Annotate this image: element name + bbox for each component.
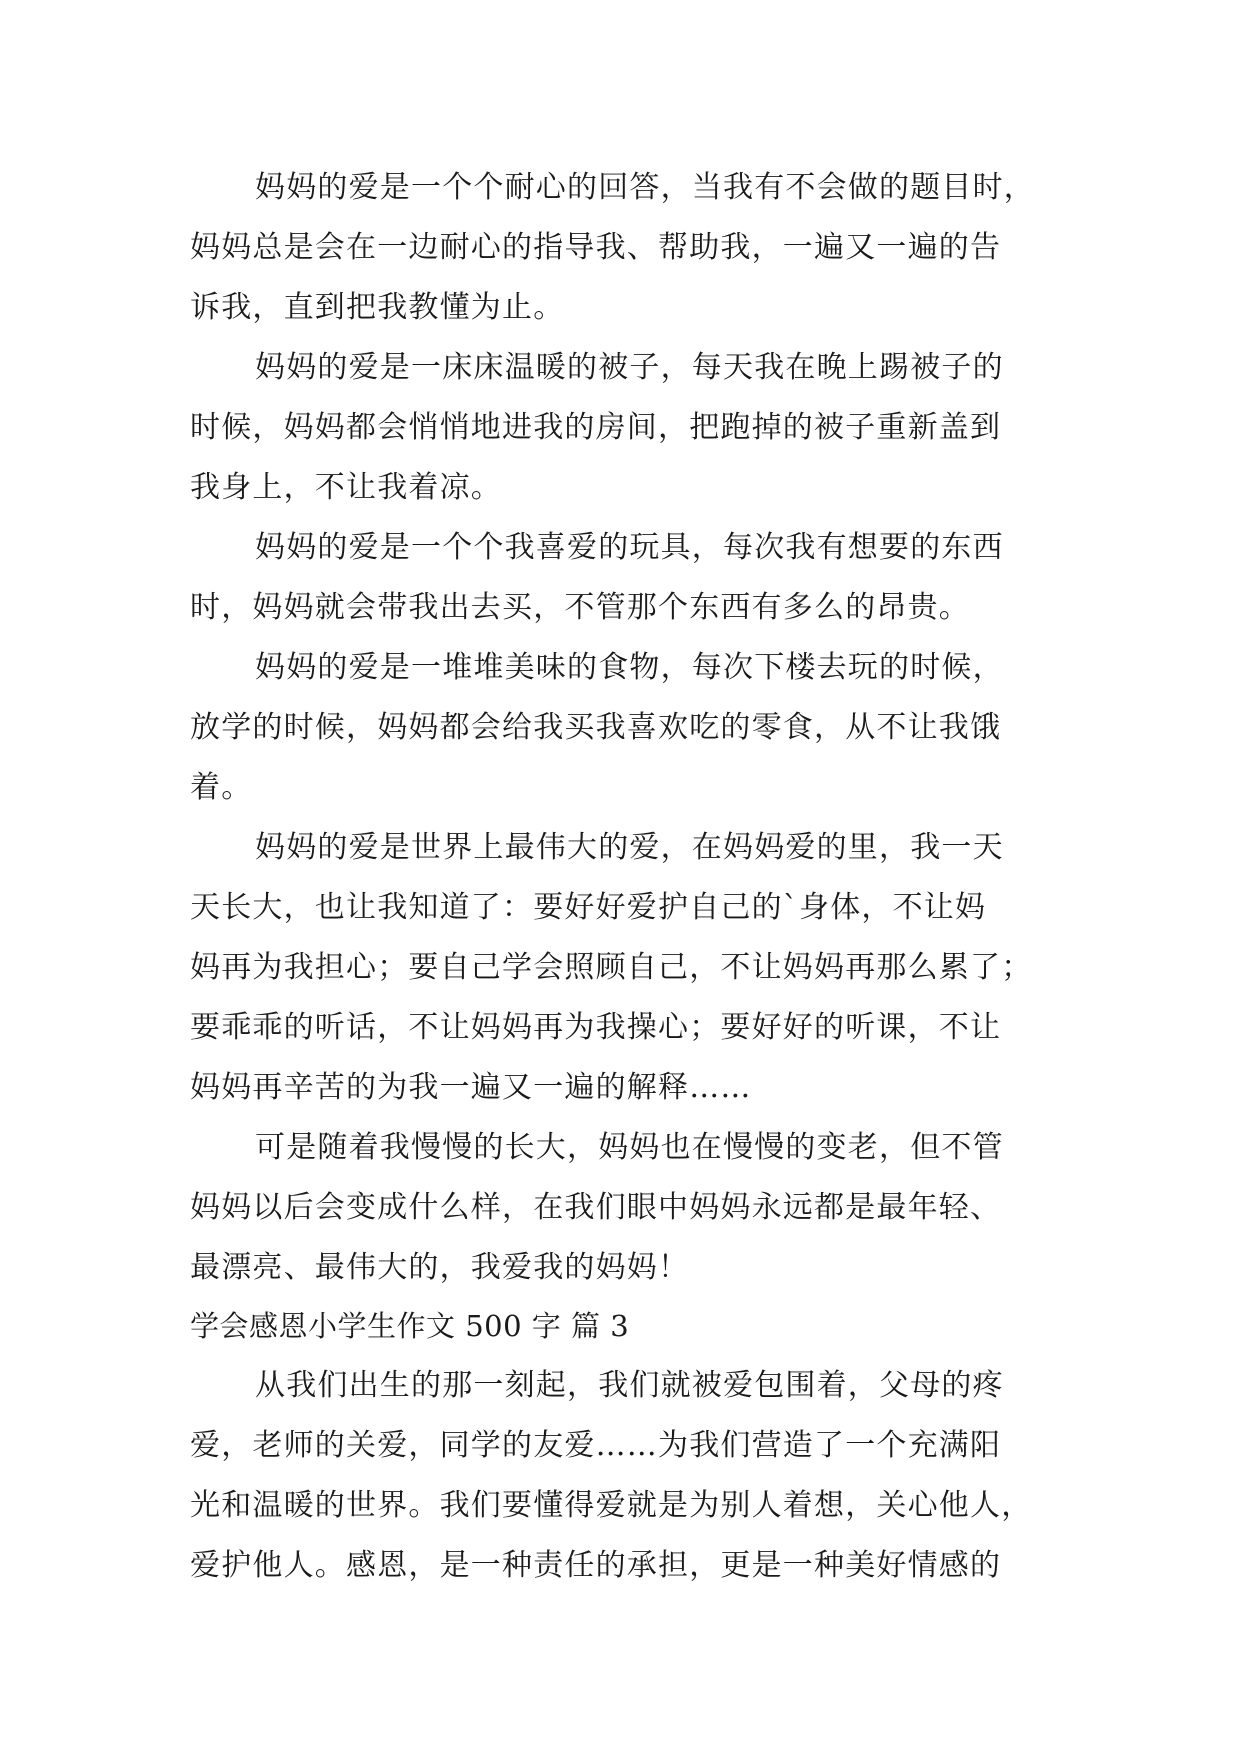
- paragraph-line: 爱护他人。感恩，是一种责任的承担，更是一种美好情感的: [190, 1548, 1002, 1583]
- paragraph-line: 诉我，直到把我教懂为止。: [190, 290, 565, 325]
- paragraph-line: 我身上，不让我着凉。: [190, 470, 502, 505]
- paragraph-line: 妈妈再辛苦的为我一遍又一遍的解释……: [190, 1070, 752, 1105]
- section-heading: 学会感恩小学生作文 500 字 篇 3: [190, 1309, 630, 1343]
- paragraph-line: 妈妈总是会在一边耐心的指导我、帮助我，一遍又一遍的告: [190, 230, 1002, 265]
- paragraph-line: 时，妈妈就会带我出去买，不管那个东西有多么的昂贵。: [190, 590, 970, 625]
- paragraph-line: 妈妈以后会变成什么样，在我们眼中妈妈永远都是最年轻、: [190, 1190, 1002, 1225]
- paragraph-line: 光和温暖的世界。我们要懂得爱就是为别人着想，关心他人，: [190, 1488, 1033, 1523]
- paragraph-line: 时候，妈妈都会悄悄地进我的房间，把跑掉的被子重新盖到: [190, 410, 1002, 445]
- paragraph-line: 最漂亮、最伟大的，我爱我的妈妈！: [190, 1250, 690, 1285]
- paragraph-line: 爱，老师的关爱，同学的友爱……为我们营造了一个充满阳: [190, 1428, 1002, 1463]
- paragraph-line: 着。: [190, 770, 253, 805]
- paragraph-line: 妈妈的爱是世界上最伟大的爱，在妈妈爱的里，我一天: [255, 830, 1004, 865]
- paragraph-line: 放学的时候，妈妈都会给我买我喜欢吃的零食，从不让我饿: [190, 710, 1002, 745]
- paragraph-line: 妈妈的爱是一床床温暖的被子，每天我在晚上踢被子的: [255, 350, 1004, 385]
- paragraph-line: 天长大，也让我知道了：要好好爱护自己的`身体，不让妈: [190, 890, 987, 925]
- paragraph-line: 妈妈的爱是一堆堆美味的食物，每次下楼去玩的时候，: [255, 650, 1004, 685]
- paragraph-line: 可是随着我慢慢的长大，妈妈也在慢慢的变老，但不管: [255, 1130, 1004, 1165]
- paragraph-line: 妈妈的爱是一个个耐心的回答，当我有不会做的题目时，: [255, 170, 1035, 205]
- paragraph-line: 妈再为我担心；要自己学会照顾自己，不让妈妈再那么累了；: [190, 950, 1033, 985]
- paragraph-line: 要乖乖的听话，不让妈妈再为我操心；要好好的听课，不让: [190, 1010, 1002, 1045]
- paragraph-line: 从我们出生的那一刻起，我们就被爱包围着，父母的疼: [255, 1368, 1004, 1403]
- paragraph-line: 妈妈的爱是一个个我喜爱的玩具，每次我有想要的东西: [255, 530, 1004, 565]
